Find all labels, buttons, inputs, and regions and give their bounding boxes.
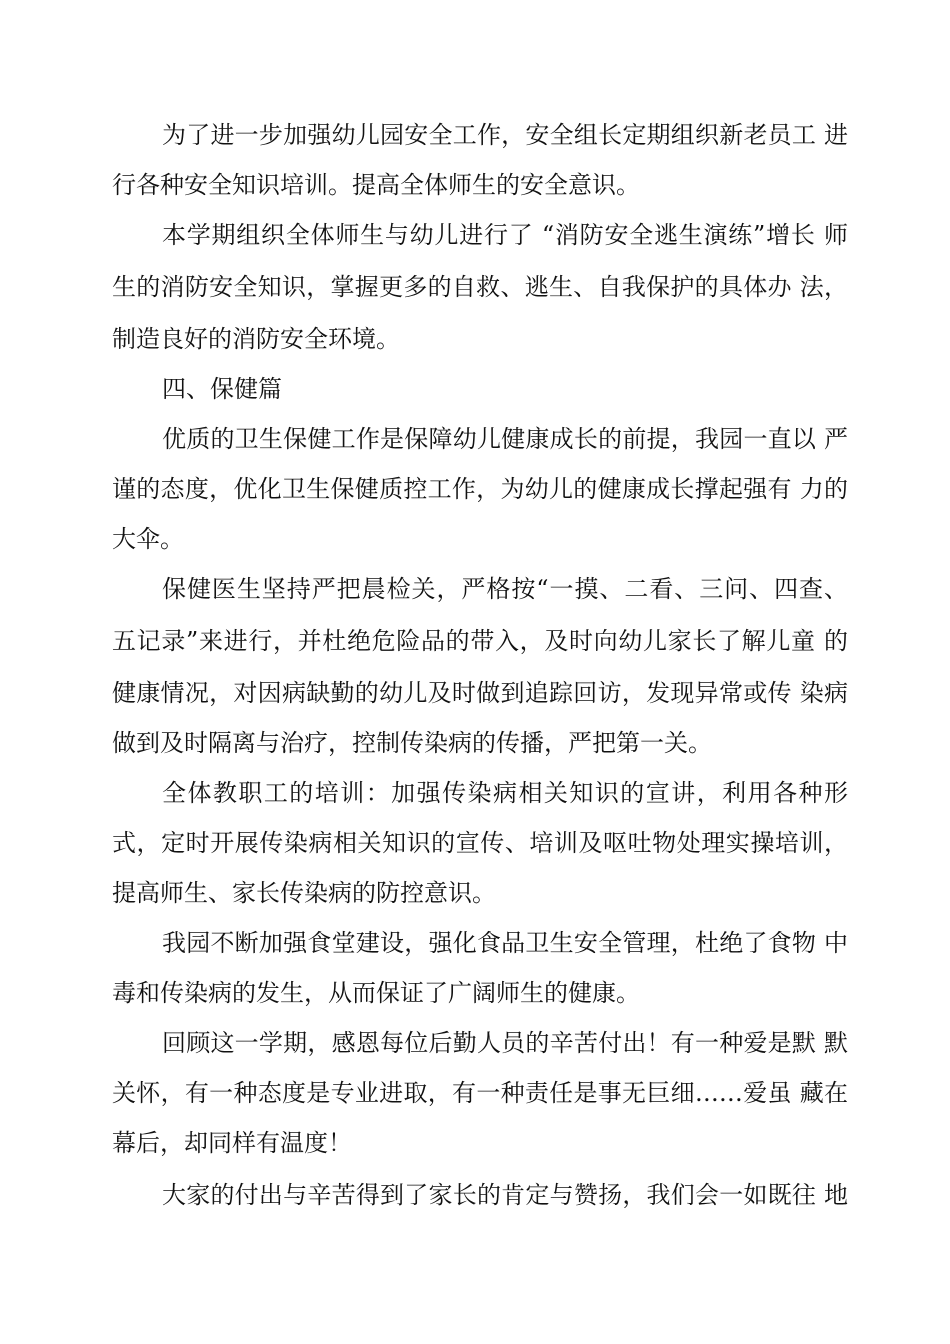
text-line: 我园不断加强食堂建设，强化食品卫生安全管理，杜绝了食物 中 — [162, 929, 848, 957]
text-line: 本学期组织全体师生与幼儿进行了 “消防安全逃生演练”增长 师 — [162, 221, 848, 249]
text-line: 生的消防安全知识，掌握更多的自救、逃生、自我保护的具体办 法， — [112, 273, 848, 301]
text-line: 保健医生坚持严把晨检关，严格按“一摸、二看、三问、四查、 — [162, 575, 848, 603]
text-line: 健康情况，对因病缺勤的幼儿及时做到追踪回访，发现异常或传 染病 — [112, 679, 848, 707]
text-line: 行各种安全知识培训。提高全体师生的安全意识。 — [112, 171, 640, 199]
text-line: 大家的付出与辛苦得到了家长的肯定与赞扬，我们会一如既往 地 — [162, 1181, 848, 1209]
text-line: 毒和传染病的发生，从而保证了广阔师生的健康。 — [112, 979, 640, 1007]
text-line: 优质的卫生保健工作是保障幼儿健康成长的前提，我园一直以 严 — [162, 425, 848, 453]
text-line: 为了进一步加强幼儿园安全工作，安全组长定期组织新老员工 进 — [162, 121, 848, 149]
text-line: 幕后，却同样有温度！ — [112, 1129, 352, 1157]
text-line: 提高师生、家长传染病的防控意识。 — [112, 879, 496, 907]
text-line: 制造良好的消防安全环境。 — [112, 325, 400, 353]
text-line: 式，定时开展传染病相关知识的宣传、培训及呕吐物处理实操培训， — [112, 829, 848, 857]
text-line: 关怀，有一种态度是专业进取，有一种责任是事无巨细……爱虽 藏在 — [112, 1079, 848, 1107]
text-line: 全体教职工的培训：加强传染病相关知识的宣讲，利用各种形 — [162, 779, 848, 807]
text-line: 回顾这一学期，感恩每位后勤人员的辛苦付出！有一种爱是默 默 — [162, 1029, 848, 1057]
text-line: 五记录”来进行，并杜绝危险品的带入，及时向幼儿家长了解儿童 的 — [112, 627, 848, 655]
text-line: 谨的态度，优化卫生保健质控工作，为幼儿的健康成长撑起强有 力的 — [112, 475, 848, 503]
text-line: 大伞。 — [112, 525, 184, 553]
text-line: 做到及时隔离与治疗，控制传染病的传播，严把第一关。 — [112, 729, 712, 757]
section-heading: 四、保健篇 — [162, 375, 282, 403]
